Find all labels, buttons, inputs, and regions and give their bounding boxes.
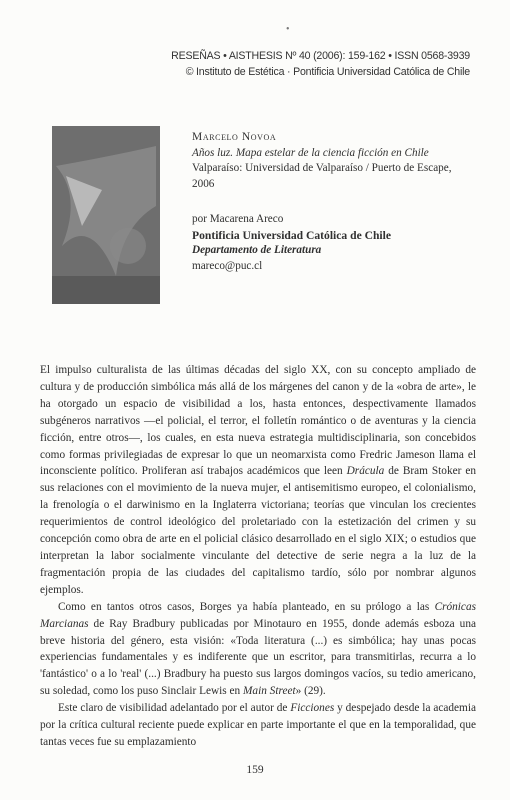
reviewer-email[interactable]: mareco@puc.cl — [192, 259, 263, 272]
reviewer-department: Departamento de Literatura — [192, 244, 322, 256]
reviewer-institution: Pontificia Universidad Católica de Chile — [192, 228, 392, 242]
page-number: 159 — [246, 764, 264, 776]
paragraph-2: Como en tantos otros casos, Borges ya había planteado, en su prólogo a las Crónicas Marcianas de Ray Bradbury publicadas por Minotauro en 1955, donde además esboza una breve historia del género, esta visión: «Toda literatura (...) es simbólica; hay unas pocas experiencias fundamentales y es indiferente que un escritor, para transmitirlas, recurra a lo 'fantástico' o a lo 'real' (...) Bradbury ha puesto sus largos domingos vacíos, su tedio americano, su soledad, como los puso Sinclair Lewis en Main Street» (29). — [40, 600, 476, 698]
review-metadata — [192, 130, 476, 274]
cover-art-graphic — [52, 126, 160, 304]
book-publisher: Valparaíso: Universidad de Valparaíso / Puerto de Escape, 2006 — [192, 162, 452, 190]
review-body — [40, 362, 476, 751]
copyright-line: © Instituto de Estética · Pontificia Universidad Católica de Chile — [185, 66, 470, 78]
paragraph-3: Este claro de visibilidad adelantado por el autor de Ficciones y despejado desde la academia por la crítica cultural reciente puede explicar en parte importante el que en la temporalidad, que tantas veces fue su emplazamiento — [40, 702, 476, 748]
printer-mark: • — [286, 24, 290, 35]
book-cover-image — [52, 126, 160, 304]
book-author: Marcelo Novoa — [192, 131, 277, 143]
paragraph-1: El impulso culturalista de las últimas décadas del siglo XX, con su concepto ampliado de cultura y de producción simbólica más allá de los márgenes del canon y de la «obra de arte», le ha otorgado un espacio de visibilidad a los, hasta entonces, despectivamente llamados subgéneros narrativos —el policial, el terror, el folletín romántico o de aventuras y la ciencia ficción, entre otros—, los cuales, en esta nueva estrategia multidisciplinaria, son concebidos como formas privilegiadas de expresar lo que un neomarxista como Fredric Jameson llama el inconsciente político. Proliferan así trabajos académicos que leen Drácula de Bram Stoker en sus relaciones con el movimiento de la nueva mujer, el antisemitismo europeo, el colonialismo, la frenología o el darwinismo en la Inglaterra victoriana; teorías que vinculan los crecientes requerimientos de control ideológico del proletariado con la estetización del crimen y su concepción como obra de arte en el policial clásico desarrollado en el siglo XIX; o estudios que interpretan la labor socialmente vinculante del detective de serie negra a la luz de la fragmentación propia de las ciudades del capitalismo tardío, sólo por nombrar algunos ejemplos. — [40, 364, 476, 596]
running-header — [171, 48, 470, 80]
book-title: Años luz. Mapa estelar de la ciencia ficción en Chile — [192, 146, 429, 159]
journal-citation: RESEÑAS • AISTHESIS Nº 40 (2006): 159-162 • ISSN 0568-3939 — [171, 50, 470, 62]
reviewer-name: por Macarena Areco — [192, 213, 284, 225]
